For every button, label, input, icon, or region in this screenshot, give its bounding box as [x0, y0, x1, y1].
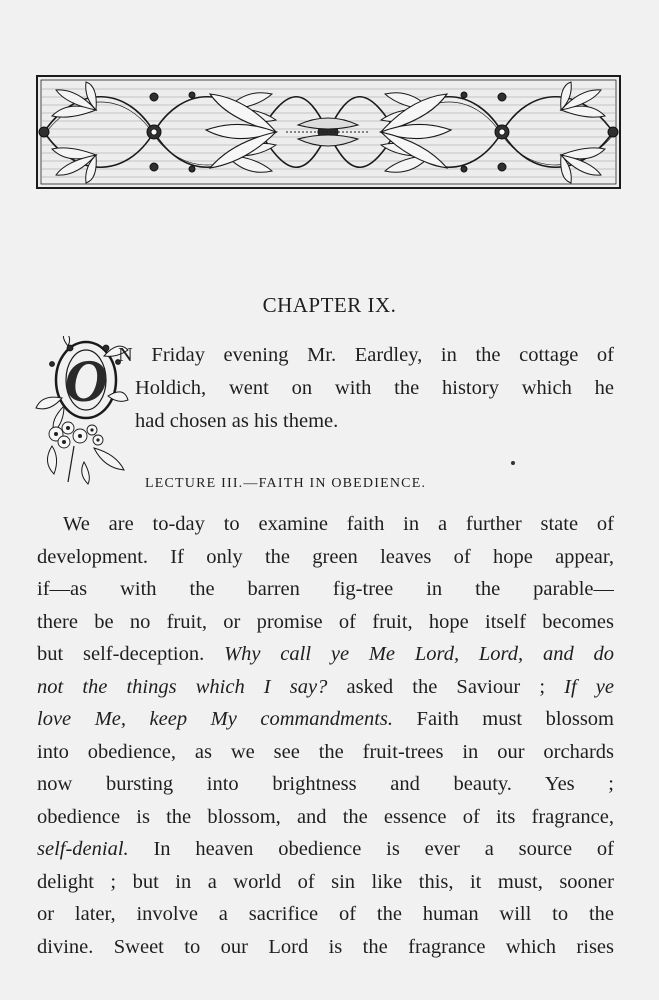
text-run: In heaven obedience is ever a source of: [128, 838, 614, 860]
body-line: [37, 638, 614, 671]
body-line: [37, 736, 614, 769]
body-line: [37, 606, 614, 639]
text-run: or later, involve a sacrifice of the human will to the: [37, 903, 614, 925]
body-line: [37, 931, 614, 964]
italic-text-run: Why call ye Me Lord, Lord, and do: [224, 643, 614, 665]
text-run: asked the Saviour ;: [327, 675, 565, 698]
body-paragraph: [37, 508, 614, 963]
intro-line: Holdich, went on with the history which he: [135, 377, 614, 399]
text-run: We are to-day to examine faith in a further state of: [63, 513, 614, 535]
body-line: [37, 508, 614, 541]
lecture-heading: LECTURE III.—FAITH IN OBEDIENCE.: [145, 476, 427, 491]
text-run: development. If only the green leaves of hope appear,: [37, 545, 614, 568]
body-line: [37, 898, 614, 931]
chapter-title: CHAPTER IX.: [262, 293, 397, 317]
body-line: [37, 703, 614, 736]
intro-line: N Friday evening Mr. Eardley, in the cottage of: [118, 344, 614, 366]
text-run: now bursting into brightness and beauty. Yes ;: [37, 773, 614, 795]
body-line: [37, 671, 614, 704]
text-run: into obedience, as we see the fruit-trees in our orchards: [37, 740, 614, 763]
text-run: but self-deception.: [37, 643, 225, 665]
body-line: [37, 866, 614, 899]
italic-text-run: If ye: [564, 675, 614, 698]
drop-cap-letter: O: [64, 348, 108, 414]
italic-text-run: love Me, keep My commandments.: [37, 708, 394, 730]
italic-text-run: self-denial.: [37, 838, 129, 860]
drop-cap-ornament: [34, 336, 130, 486]
text-run: there be no fruit, or promise of fruit, hope itself becomes: [37, 610, 614, 633]
body-line: [37, 573, 614, 606]
body-line: [37, 833, 614, 866]
body-line: [37, 541, 614, 574]
text-run: delight ; but in a world of sin like this, it must, sooner: [37, 870, 614, 893]
ink-speck: [511, 461, 515, 465]
floral-headpiece-ornament: [36, 75, 621, 189]
text-run: if—as with the barren fig-tree in the parable—: [37, 578, 614, 600]
text-run: divine. Sweet to our Lord is the fragrance which rises: [37, 935, 614, 958]
body-line: [37, 768, 614, 801]
body-line: [37, 801, 614, 834]
intro-line: had chosen as his theme.: [135, 410, 339, 432]
italic-text-run: not the things which I say?: [37, 675, 328, 698]
text-run: Faith must blossom: [393, 708, 614, 730]
text-run: obedience is the blossom, and the essence of its fragrance,: [37, 805, 614, 828]
